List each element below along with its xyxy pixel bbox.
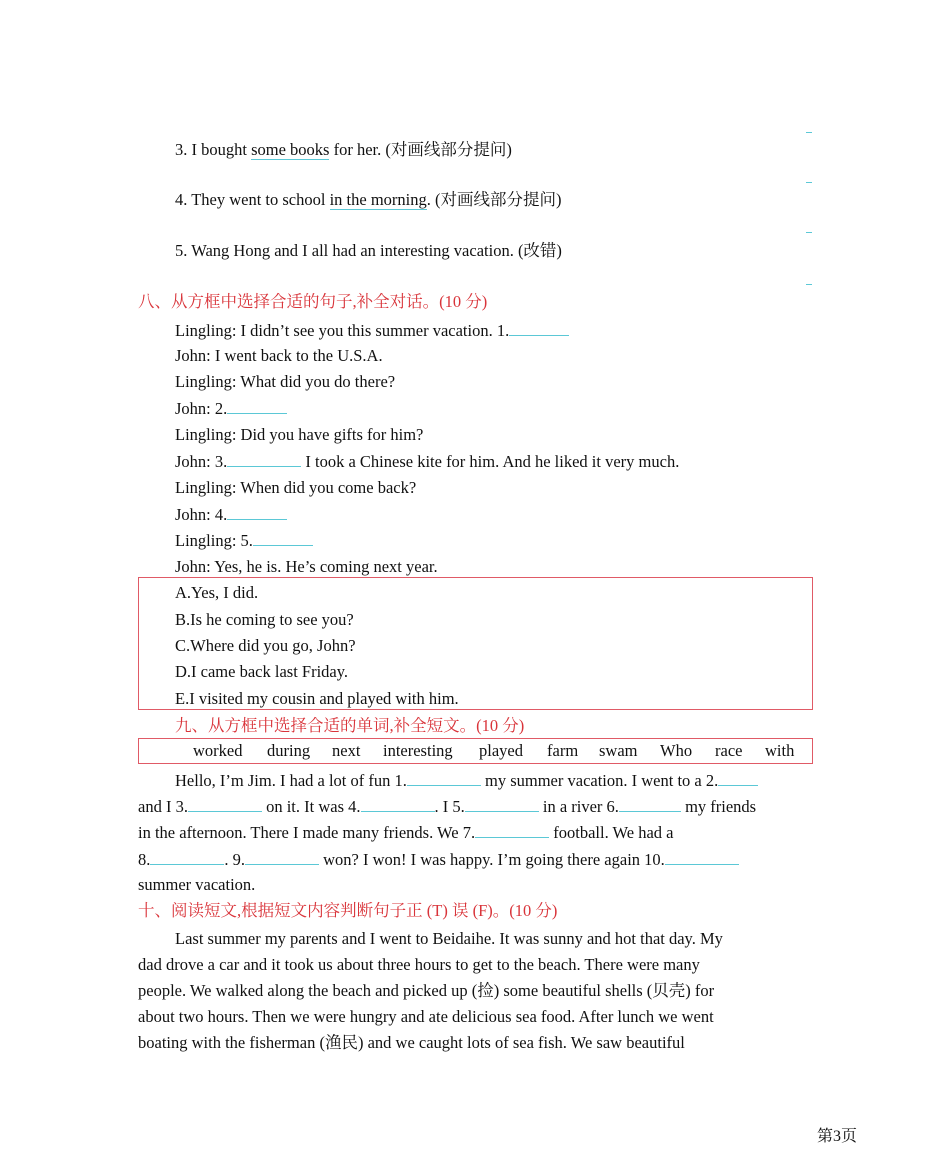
answer-blank-1[interactable] (509, 320, 569, 336)
dialogue-text: I took a Chinese kite for him. And he liked it very much. (301, 452, 680, 471)
margin-tick (806, 132, 812, 133)
passage-text: on it. It was 4. (261, 797, 361, 816)
dialogue-text: John: 3. (175, 452, 228, 471)
section8-title: 八、从方框中选择合适的句子,补全对话。(10 分) (138, 292, 488, 311)
passage-line-2 (138, 796, 756, 817)
dialogue-text: John: 4. (175, 505, 228, 524)
passage-text: . 9. (224, 850, 245, 869)
dialogue-text: Lingling: I didn’t see you this summer vacation. 1. (175, 321, 510, 340)
question-5: 5. Wang Hong and I all had an interesting vacation. (改错) (175, 241, 562, 260)
dialogue-line-2: John: I went back to the U.S.A. (175, 346, 383, 365)
page-number: 第3页 (817, 1128, 858, 1145)
passage-text: in the afternoon. There I made many friends. We 7. (138, 823, 476, 842)
dialogue-line-4 (175, 398, 287, 419)
dialogue-line-7: Lingling: When did you come back? (175, 478, 417, 497)
reading-line-3: people. We walked along the beach and picked up (捡) some beautiful shells (贝壳) for (138, 981, 715, 1000)
word-option: played (479, 741, 523, 760)
q4-text: 4. They went to school (175, 190, 330, 209)
reading-line-1: Last summer my parents and I went to Beidaihe. It was sunny and hot that day. My (175, 929, 723, 948)
dialogue-line-9 (175, 530, 313, 551)
word-option: next (332, 741, 361, 760)
answer-blank-5[interactable] (253, 530, 313, 546)
passage-text: football. We had a (549, 823, 674, 842)
passage-line-1 (175, 770, 758, 791)
word-option: swam (599, 741, 638, 760)
option-e: E.I visited my cousin and played with him. (175, 689, 459, 708)
question-4 (175, 190, 562, 210)
word-blank-10[interactable] (665, 849, 739, 865)
dialogue-line-6 (175, 451, 679, 472)
passage-text: 8. (138, 850, 151, 869)
word-option: interesting (383, 741, 453, 760)
word-blank-7[interactable] (475, 822, 549, 838)
reading-line-2: dad drove a car and it took us about three hours to get to the beach. There were many (138, 955, 700, 974)
q3-underlined: some books (251, 140, 330, 159)
question-3 (175, 140, 512, 160)
margin-tick (806, 284, 812, 285)
section10-title: 十、阅读短文,根据短文内容判断句子正 (T) 误 (F)。(10 分) (138, 901, 558, 920)
dialogue-line-1 (175, 320, 569, 341)
answer-blank-3[interactable] (227, 451, 301, 467)
answer-blank-4[interactable] (227, 504, 287, 520)
word-blank-1[interactable] (407, 770, 481, 786)
passage-text: won? I won! I was happy. I’m going there again 10. (319, 850, 665, 869)
passage-text: my summer vacation. I went to a 2. (480, 771, 719, 790)
margin-tick (806, 232, 812, 233)
passage-text: . I 5. (434, 797, 465, 816)
word-blank-6[interactable] (619, 796, 681, 812)
passage-text: in a river 6. (538, 797, 619, 816)
word-option: worked (193, 741, 243, 760)
dialogue-line-8 (175, 504, 287, 525)
reading-line-5: boating with the fisherman (渔民) and we caught lots of sea fish. We saw beautiful (138, 1033, 685, 1052)
option-b: B.Is he coming to see you? (175, 610, 354, 629)
dialogue-line-10: John: Yes, he is. He’s coming next year. (175, 557, 438, 576)
option-a: A.Yes, I did. (175, 583, 259, 602)
q4-underlined: in the morning (329, 190, 427, 209)
word-box (138, 738, 813, 764)
passage-text: Hello, I’m Jim. I had a lot of fun 1. (175, 771, 407, 790)
word-option: Who (660, 741, 693, 760)
q3-instruction: for her. (对画线部分提问) (329, 140, 512, 159)
reading-line-4: about two hours. Then we were hungry and ate delicious sea food. After lunch we went (138, 1007, 714, 1026)
word-blank-4[interactable] (361, 796, 435, 812)
passage-line-5: summer vacation. (138, 875, 256, 894)
word-blank-2[interactable] (718, 770, 758, 786)
option-d: D.I came back last Friday. (175, 662, 349, 681)
word-blank-3[interactable] (188, 796, 262, 812)
word-blank-9[interactable] (245, 849, 319, 865)
q4-instruction: . (对画线部分提问) (426, 190, 562, 209)
word-blank-5[interactable] (465, 796, 539, 812)
passage-line-4 (138, 849, 739, 870)
dialogue-line-5: Lingling: Did you have gifts for him? (175, 425, 424, 444)
margin-tick (806, 182, 812, 183)
word-blank-8[interactable] (150, 849, 224, 865)
dialogue-text: Lingling: 5. (175, 531, 253, 550)
passage-line-3 (138, 822, 674, 843)
dialogue-text: John: 2. (175, 399, 228, 418)
word-option: farm (547, 741, 579, 760)
option-c: C.Where did you go, John? (175, 636, 356, 655)
section9-title: 九、从方框中选择合适的单词,补全短文。(10 分) (175, 716, 525, 735)
passage-text: and I 3. (138, 797, 188, 816)
word-option: during (267, 741, 311, 760)
word-option: with (765, 741, 795, 760)
answer-blank-2[interactable] (227, 398, 287, 414)
q3-text: 3. I bought (175, 140, 252, 159)
passage-text: my friends (680, 797, 757, 816)
dialogue-line-3: Lingling: What did you do there? (175, 372, 396, 391)
word-option: race (715, 741, 743, 760)
